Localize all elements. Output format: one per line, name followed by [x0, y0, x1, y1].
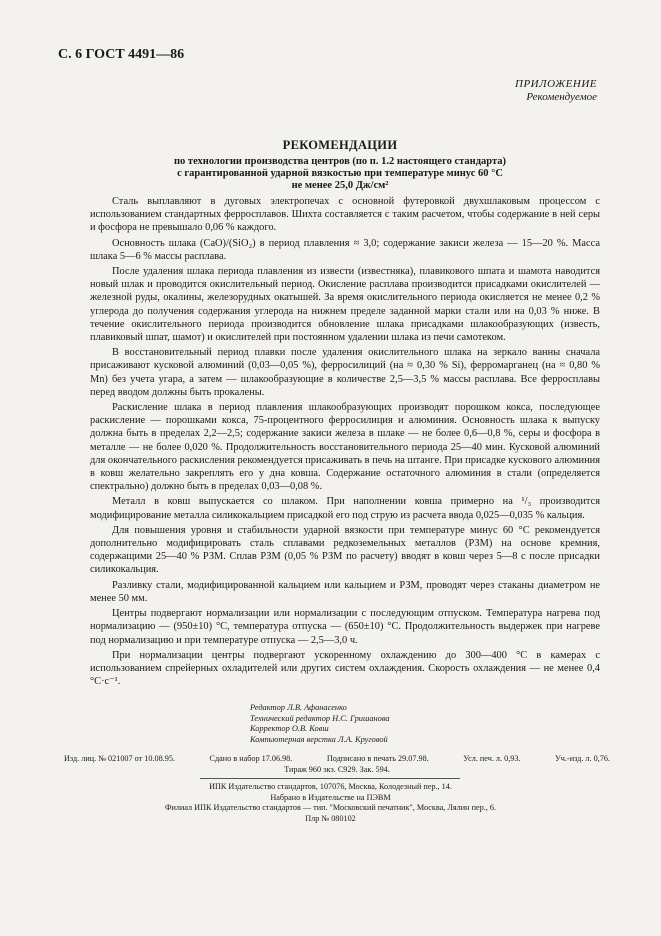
- paragraph: Разливку стали, модифицированной кальцием или кальцием и РЗМ, проводят через стаканы диаметром не менее 50 мм.: [90, 579, 600, 604]
- paragraph: В восстановительный период плавки после удаления окислительного шлака на зеркало ванны сначала присаживают кусковой алюминий (0,03—0,05 %), ферросилиций (на ≈ 0,30 % Si), ферромарганец (на ≈ 0,80 % Mn) без учета угара, а затем — шлакообразующие в количестве 2,5—3,5 % массы расплава. Все ферросплавы перед вводом должны быть прокалены.: [90, 347, 600, 398]
- credit-layout: Компьютерная верстка Л.А. Круговой: [250, 734, 388, 744]
- appendix-subtitle: Рекомендуемое: [526, 91, 597, 103]
- paragraph: При нормализации центры подвергают ускоренному охлаждению до 300—400 °С в камерах с использованием спрейерных охладителей или других систем охлаждения. Скорость охлаждения — не менее 0,4 °С·с⁻¹.: [90, 649, 600, 688]
- imprint-block: [64, 754, 610, 775]
- publisher-line-3: Филиал ИПК Издательство стандартов — тип. "Московский печатник", Москва, Лялин пер., 6.: [165, 803, 496, 812]
- publisher-block: [0, 782, 661, 824]
- imprint-signed: Подписано в печать 29.07.98.: [326, 754, 429, 763]
- imprint-sheets: Усл. печ. л. 0,93.: [463, 754, 521, 763]
- imprint-acc-sheets: Уч.-изд. л. 0,76.: [555, 754, 610, 763]
- appendix-title: ПРИЛОЖЕНИЕ: [515, 78, 597, 90]
- imprint-set: Сдано в набор 17.06.98.: [209, 754, 293, 763]
- credit-editor: Редактор Л.В. Афанасенко: [250, 703, 347, 712]
- heading-subtitle: [90, 156, 590, 192]
- paragraph: После удаления шлака периода плавления из извести (известняка), плавикового шпата и шамота наводится новый шлак и проводится окислительный период. Окисление расплава производится присадками окислителей — железной руды, окалины, железорудных окатышей. За время окислительного периода окисляется не менее 0,2 % углерода до получения содержания углерода на нижнем пределе заданной марки стали или на 0,03 % ниже. В течение окислительного периода производится обновление шлака присадками шлакообразующих (известь, плавиковый шпат, шамот) и окислителей при постоянном удалении шлака из печи самотеком.: [90, 266, 600, 344]
- paragraph: Металл в ковш выпускается со шлаком. При наполнении ковша примерно на ¹/₃ производится модифицирование металла силикокальцием присадкой его под струю из расчета ввода 0,025—0,035 % кальция.: [90, 496, 600, 521]
- heading-line-2: с гарантированной ударной вязкостью при температуре минус 60 °С: [177, 168, 503, 179]
- heading-line-1: по технологии производства центров (по п. 1.2 настоящего стандарта): [173, 156, 506, 167]
- paragraph: Раскисление шлака в период плавления шлакообразующих производят порошком кокса, последующее раскисление — порошками кокса, 75-процентного ферросилиция и алюминия. Основность шлака к выпуску должна быть в пределах 2,2—2,5; содержание закиси железа в шлаке — не более 0,6—0,8 %, серы и фосфора в металле — не более 0,020 %. Продолжительность восстановительного периода 25—40 мин. Кусковой алюминий для окончательного раскисления рекомендуется присаживать в печь на штанге. При присадке кускового алюминия в ковш желательно закреплять его у дна ковша. Содержание остаточного алюминия в стали (определяется спектрально) должно быть в пределах 0,03—0,08 %.: [90, 402, 600, 493]
- body-text: [90, 195, 600, 690]
- divider: [200, 778, 460, 779]
- imprint-license: Изд. лиц. № 021007 от 10.08.95.: [64, 754, 175, 763]
- publisher-line-4: Плр № 080102: [305, 813, 356, 823]
- credits-block: [0, 703, 661, 745]
- credit-corrector: Корректор О.В. Ковш: [250, 724, 329, 733]
- imprint-print-run: Тираж 960 экз. С929. Зак. 594.: [284, 764, 390, 774]
- heading-line-3: не менее 25,0 Дж/см²: [291, 180, 389, 191]
- heading-title: РЕКОМЕНДАЦИИ: [282, 138, 398, 152]
- recommendations-heading: [90, 138, 590, 192]
- paragraph: Основность шлака (CaO)/(SiO₂) в период плавления ≈ 3,0; содержание закиси железа — 15—20 %. Масса шлака 5—6 % массы расплава.: [90, 237, 600, 262]
- publisher-line-2: Набрано в Издательстве на ПЭВМ: [270, 792, 391, 802]
- paragraph: Центры подвергают нормализации или нормализации с последующим отпуском. Температура нагрева под нормализацию — (950±10) °С, температура отпуска — (650±10) °С. Продолжительность выдержек при нагреве под нормализацию и при температуре отпуска — 2,5—3,0 ч.: [90, 608, 600, 646]
- page-header: С. 6 ГОСТ 4491—86: [58, 47, 185, 62]
- publisher-line-1: ИПК Издательство стандартов, 107076, Москва, Колодезный пер., 14.: [209, 782, 452, 791]
- credit-tech-editor: Технический редактор Н.С. Гришанова: [250, 713, 390, 723]
- paragraph: Для повышения уровня и стабильности ударной вязкости при температуре минус 60 °С рекомендуется дополнительно модифицировать сталь сплавами редкоземельных металлов (РЗМ) на основе кремния, содержащими 25—40 % РЗМ. Сплав РЗМ (0,05 % РЗМ по расчету) вводят в ковш через 5—8 с после присадки силикокальция.: [90, 524, 600, 576]
- paragraph: Сталь выплавляют в дуговых электропечах с основной футеровкой двухшлаковым процессом с использованием стандартных ферросплавов. Шихта составляется с таким расчетом, чтобы содержание в ней серы и фосфора не превышало 0,06 % каждого.: [90, 196, 600, 234]
- appendix-label: [515, 78, 597, 104]
